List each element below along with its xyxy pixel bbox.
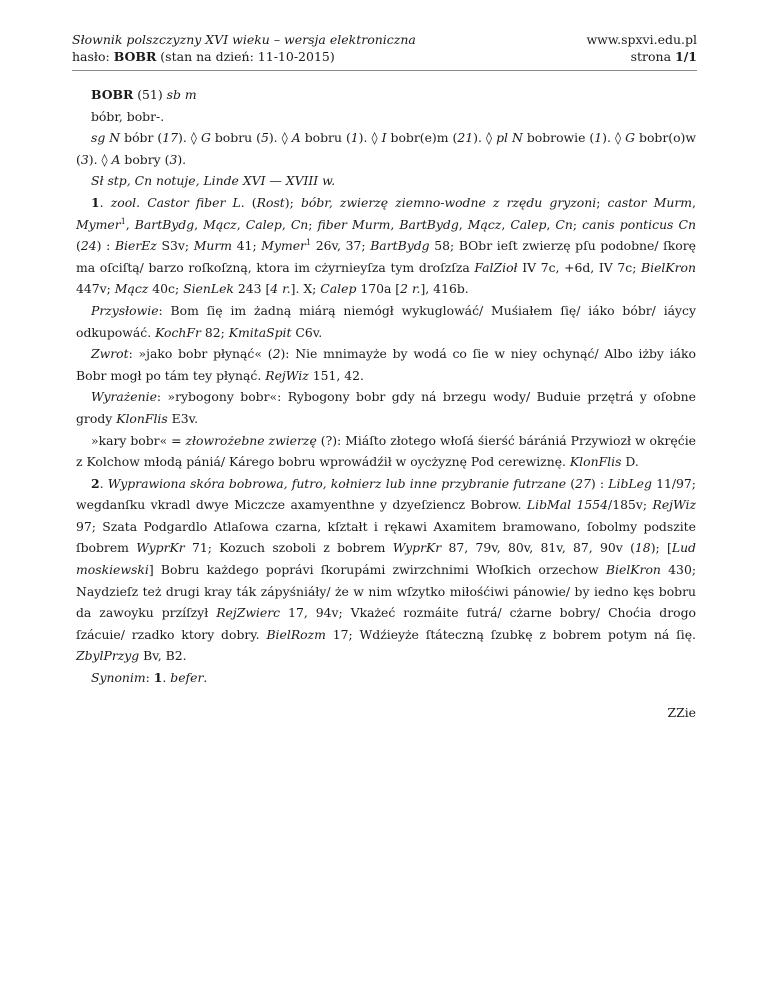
sense-text: E3v.	[167, 410, 199, 426]
sense-text: 2 r.	[400, 281, 421, 297]
source-abbrev: RejZwierc	[216, 605, 281, 621]
source-abbrev: LibLeg	[608, 475, 652, 491]
definition: bóbr, zwierzę ziemno-wodne z rzędu gryzoni	[300, 194, 597, 210]
sense-text: /185v;	[608, 497, 653, 513]
sense-text: D.	[621, 454, 639, 470]
sense-text: ,	[281, 216, 291, 232]
sense-text: ;	[572, 216, 583, 232]
citation-count: 24	[80, 238, 97, 254]
inflection-count: 1	[350, 130, 359, 146]
inflection-count: 3	[169, 151, 178, 167]
sense-text: C6v.	[291, 324, 323, 340]
superscript: 1	[120, 216, 126, 226]
inflection-text: ).	[177, 151, 187, 167]
source-abbrev: RejWiz	[265, 367, 309, 383]
entry-label-prefix: hasło:	[72, 49, 114, 64]
citation-count: 2	[272, 346, 281, 362]
sense-text: .	[99, 194, 111, 210]
quotation: 71; Kozuch szoboli z bobrem	[184, 540, 393, 556]
inflection-case: I	[381, 130, 387, 146]
source-abbrev: Calep	[245, 216, 282, 232]
source-abbrev: BielRozm	[266, 626, 326, 642]
inflection-case: pl N	[496, 130, 523, 146]
source-abbrev: KlonFlis	[569, 454, 622, 470]
sense-text: ,	[194, 216, 204, 232]
sense-text: ;	[596, 194, 608, 210]
sense-text: .	[162, 670, 171, 686]
sense-text: (	[76, 238, 81, 254]
synonym-paragraph	[76, 667, 696, 689]
inflection-text: bobrowie (	[522, 130, 595, 146]
quotation: 17; Wdźieyże ſtáteczną ſzubkę z bobrem potym ná ſię.	[325, 626, 696, 642]
sense-text: 40c;	[148, 281, 184, 297]
definition: Wyprawiona skóra bobrowa, futro, kołnierz lub inne przybranie futrzane	[107, 475, 567, 491]
sense-text: : »jako bobr płynąć« (	[128, 346, 273, 362]
sense-text: 151, 42.	[308, 367, 364, 383]
sense-text: .	[99, 475, 108, 491]
header-left	[72, 31, 416, 65]
inflection-text: ). ◊	[178, 130, 201, 146]
inflection-text: ). ◊	[358, 130, 382, 146]
definition: złowrożebne zwierzę	[185, 432, 317, 448]
source-abbrev: KlonFlis	[116, 410, 168, 426]
entry-forms: bóbr, bobr-.	[91, 108, 165, 124]
sense-text: 447v;	[76, 281, 115, 297]
source-abbrev: Calep	[320, 281, 357, 297]
source-abbrev: Cn	[555, 216, 573, 232]
context-note: Lud moskiewski	[76, 540, 696, 578]
sense-text: :	[145, 670, 154, 686]
proverb-paragraph	[76, 300, 696, 343]
inflection-text: ). ◊	[268, 130, 292, 146]
source-abbrev: Mymer	[76, 216, 121, 232]
sense-text: Bv, B2.	[139, 648, 187, 664]
source-abbrev: WyprKr	[136, 540, 185, 556]
header-divider	[72, 70, 697, 71]
quotation: 17, 94v; Vkażeć rozmáite futrá/ cżarne bobry/ Choćia drogo ſzácuie/ rzadko ktory dobry.	[76, 605, 696, 642]
quotation: ] Bobru każdego poprávi ſkorupámi zwirzchnimi Włoſkich orzechow	[148, 562, 606, 578]
quotation: 430; Naydzieſz też drugi kray ták zápyśniáły/ że w nim wſzytko miłośćiwi pánowie/ by iedno kęs bobru da zawoyku przíſzył	[76, 562, 697, 621]
kary-bobr-paragraph	[76, 430, 696, 473]
sense-text: »kary bobr« =	[91, 432, 186, 448]
sense-text: ,	[501, 216, 511, 232]
inflection-text: bobru (	[210, 130, 261, 146]
inflection-case: G	[200, 130, 211, 146]
sense-text: 41;	[232, 238, 262, 254]
source-abbrev: BartBydg	[370, 238, 430, 254]
sense-text: ,	[236, 216, 246, 232]
sense-text: );	[284, 194, 301, 210]
quotation: (?): Miáſto złotego włoſá śierść bárániá Przywiozł w okręćie z Kolchow młodą pániá/ Kárego bobru wprowádźił w oycżyznę Pod cerewiznę.	[76, 432, 696, 470]
inflection-text: bobru (	[300, 130, 351, 146]
quotation: 11/97; wegdanſku vkradl dwye Miczcze axamyenthne y dzyeſziencz Bobrow.	[76, 475, 696, 513]
proverb-label: Przysłowie	[91, 302, 159, 318]
sense-text: 82;	[200, 324, 229, 340]
sense-number: 1	[91, 194, 100, 210]
sense-text: IV 7c, +6d, IV 7c;	[517, 259, 642, 275]
sense-text: zool. Castor fiber L.	[110, 194, 245, 210]
sense-text: ) :	[96, 238, 115, 254]
latin-equivalent: fiber Murm	[317, 216, 391, 232]
inflection-count: 17	[162, 130, 179, 146]
sense-text: 4 r.	[270, 281, 291, 297]
source-abbrev: LibMal 1554	[526, 497, 609, 513]
inflection-text: ). ◊	[473, 130, 497, 146]
part-of-speech: sb m	[166, 87, 197, 102]
latin-equivalent: castor Murm	[607, 194, 693, 210]
quotation: 97; Szata Podgardlo Atlaſowa czarna, kſztałt i rękawi Axamitem bramowano, ſobolmy podszite ſbobrem	[76, 518, 696, 556]
source-abbrev: BierEz	[114, 238, 157, 254]
sense-text: (	[244, 194, 257, 210]
inflection-paragraph	[76, 127, 696, 170]
sense-2	[76, 473, 696, 667]
source-abbrev: Rost	[256, 194, 285, 210]
sense-text: 26v, 37;	[311, 238, 371, 254]
quotation: : »rybogony bobr«: Rybogony bobr gdy ná brzegu wody/ Buduie przętrá y oſobne grody	[76, 389, 696, 426]
citation-count: 27	[575, 475, 591, 491]
dictionaries-text: Sł stp, Cn notuje, Linde XVI — XVIII w.	[91, 173, 336, 189]
expression-paragraph	[76, 386, 696, 429]
source-abbrev: BartBydg	[134, 216, 195, 232]
source-abbrev: Mymer	[261, 238, 306, 254]
source-abbrev: Cn	[290, 216, 309, 232]
sense-text: .	[203, 670, 208, 686]
expression-label: Wyrażenie	[91, 389, 157, 405]
inflection-case: G	[625, 130, 635, 146]
entry-headline	[76, 84, 696, 106]
sense-text: 170a [	[356, 281, 401, 297]
inflection-text: ). ◊	[602, 130, 626, 146]
source-abbrev: Calep	[510, 216, 547, 232]
sense-text: ,	[390, 216, 400, 232]
inflection-text: bóbr (	[120, 130, 163, 146]
sense-number: 2	[91, 475, 100, 491]
source-abbrev: Mącz	[114, 281, 149, 297]
source-abbrev: BartBydg	[399, 216, 459, 232]
phrase-label: Zwrot	[91, 346, 129, 362]
website-url: www.spxvi.edu.pl	[586, 32, 697, 47]
inflection-count: 3	[80, 151, 89, 167]
source-abbrev: Mącz	[467, 216, 502, 232]
dictionary-title: Słownik polszczyzny XVI wieku – wersja elektroniczna	[72, 32, 416, 47]
citation-count: 18	[634, 540, 651, 556]
quotation: : Bom ſię im żadną miárą niemógł wykuglowáć/ Muśiałem ſię/ iáko bóbr/ iáycy odkupowáć.	[76, 302, 696, 340]
sense-text: ,	[458, 216, 468, 232]
inflection-case: A	[291, 130, 301, 146]
headword: BOBR	[91, 87, 134, 102]
headword-frequency: (51)	[133, 87, 167, 102]
inflection-case: A	[111, 151, 121, 167]
sense-text: ,	[546, 216, 556, 232]
synonym-word: befer	[170, 670, 204, 686]
sense-text: 87, 79v, 80v, 81v, 87, 90v (	[441, 540, 635, 556]
inflection-text: bobr(e)m (	[386, 130, 458, 146]
source-abbrev: ZbylPrzyg	[76, 648, 140, 664]
inflection-case: sg N	[91, 130, 121, 146]
inflection-text: bobr(o)w (	[76, 130, 696, 167]
sense-number: 1	[153, 670, 163, 686]
source-abbrev: RejWiz	[652, 497, 696, 513]
sense-text: ) :	[590, 475, 609, 491]
quotation: ): Nie mnimayże by wodá co ſie w niey ochynąć/ Albo iżby iáko Bobr mogł po tám tey płynąć.	[76, 346, 697, 383]
dictionaries-note	[76, 170, 696, 192]
sense-text: ], 416b.	[420, 281, 469, 297]
source-abbrev: KmitaSpit	[228, 324, 292, 340]
inflection-count: 5	[260, 130, 269, 146]
inflection-text: bobry (	[120, 151, 170, 167]
source-abbrev: FalZioł	[474, 259, 518, 275]
author-initials: ZZie	[667, 704, 696, 720]
sense-text: ); [	[650, 540, 672, 556]
sense-text: S3v;	[156, 238, 194, 254]
source-abbrev: BielKron	[641, 259, 696, 275]
sense-text: (	[566, 475, 576, 491]
sense-text: 243 [	[233, 281, 271, 297]
entry-date: (stan na dzień: 11-10-2015)	[156, 49, 335, 64]
sense-text: ]. X;	[290, 281, 321, 297]
synonym-label: Synonim	[91, 670, 146, 686]
sense-text: ,	[692, 194, 696, 210]
latin-equivalent: canis ponticus Cn	[582, 216, 696, 232]
source-abbrev: Mącz	[203, 216, 237, 232]
header-right	[586, 31, 697, 65]
source-abbrev: KochFr	[155, 324, 201, 340]
page-number: 1/1	[675, 49, 697, 64]
phrase-paragraph	[76, 343, 696, 386]
page-label: strona	[630, 49, 676, 64]
entry-body	[76, 84, 696, 723]
source-abbrev: Murm	[193, 238, 233, 254]
source-abbrev: WyprKr	[392, 540, 442, 556]
inflection-count: 1	[594, 130, 603, 146]
inflection-count: 21	[457, 130, 474, 146]
sense-1	[76, 192, 696, 300]
quotation: 58; BObr ieſt zwierzę pſu podobne/ ſkorę ma oſciſtą/ barzo roſkoſzną, ktora im cżyrnieyſza tym droſzſza	[76, 238, 696, 275]
sense-text: ,	[125, 216, 135, 232]
source-abbrev: SienLek	[183, 281, 234, 297]
source-abbrev: BielKron	[605, 562, 661, 578]
sense-text: ;	[308, 216, 318, 232]
inflection-text: ). ◊	[88, 151, 112, 167]
superscript: 1	[305, 238, 312, 248]
header-entry-name: BOBR	[113, 49, 157, 64]
